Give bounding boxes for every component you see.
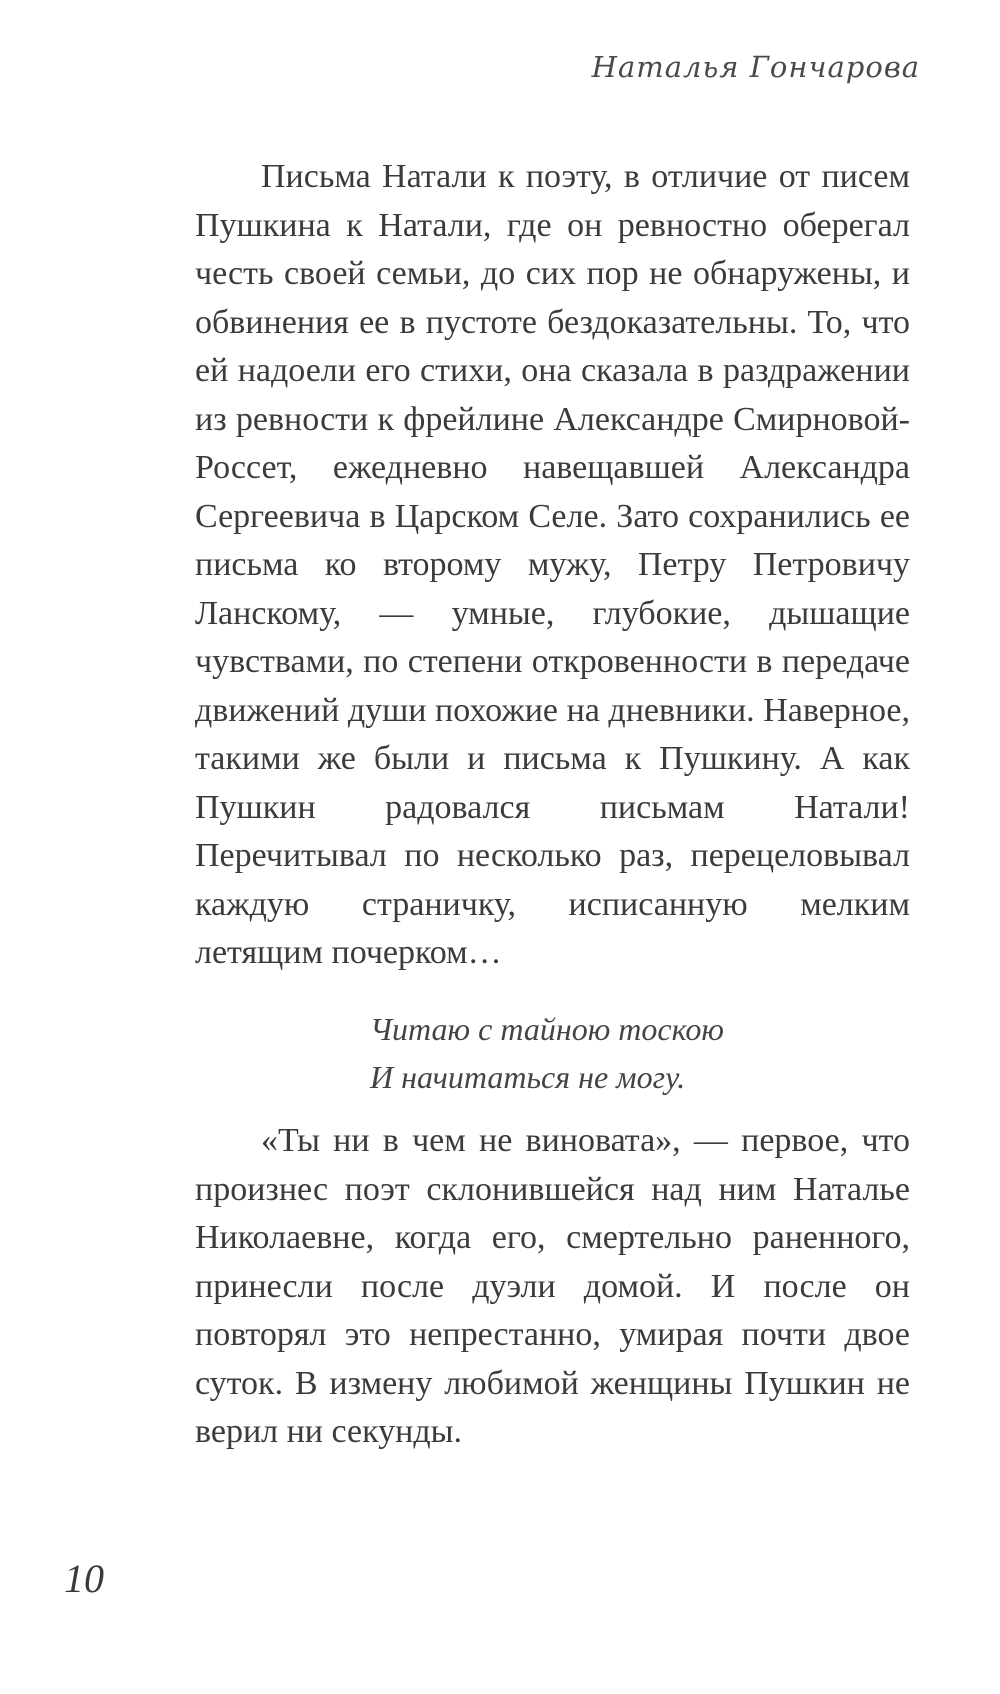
verse-line: Читаю с тайною тоскою (370, 1011, 724, 1047)
paragraph-1-block (195, 153, 910, 978)
verse-quote (370, 1005, 724, 1101)
paragraph: «Ты ни в чем не виновата», — первое, что произнес поэт склонившейся над ним Наталье Николаевне, когда его, смертельно раненного, принесли после дуэли домой. И после он повторял это непрестанно, умирая почти двое суток. В измену любимой женщины Пушкин не верил ни секунды. (195, 1122, 910, 1450)
running-title: Наталья Гончарова (591, 50, 920, 84)
page-number: 10 (64, 1556, 104, 1601)
verse-line: И начитаться не могу. (370, 1059, 686, 1095)
paragraph: Письма Натали к поэту, в отличие от писем Пушкина к Натали, где он ревностно оберегал честь своей семьи, до сих пор не обнаружены, и обвинения ее в пустоте бездоказательны. То, что ей надоели его стихи, она сказала в раздражении из ревности к фрейлине Александре Смирновой-Россет, ежедневно навещавшей Александра Сергеевича в Царском Селе. Зато сохранились ее письма ко второму мужу, Петру Петровичу Ланскому, — умные, глубокие, дышащие чувствами, по степени откровенности в передаче движений души похожие на дневники. Наверное, такими же были и письма к Пушкину. А как Пушкин радовался письмам Натали! Перечитывал по несколько раз, перецеловывал каждую страничку, исписанную мелким летящим почерком… (195, 158, 910, 971)
paragraph-2-block (195, 1117, 910, 1457)
